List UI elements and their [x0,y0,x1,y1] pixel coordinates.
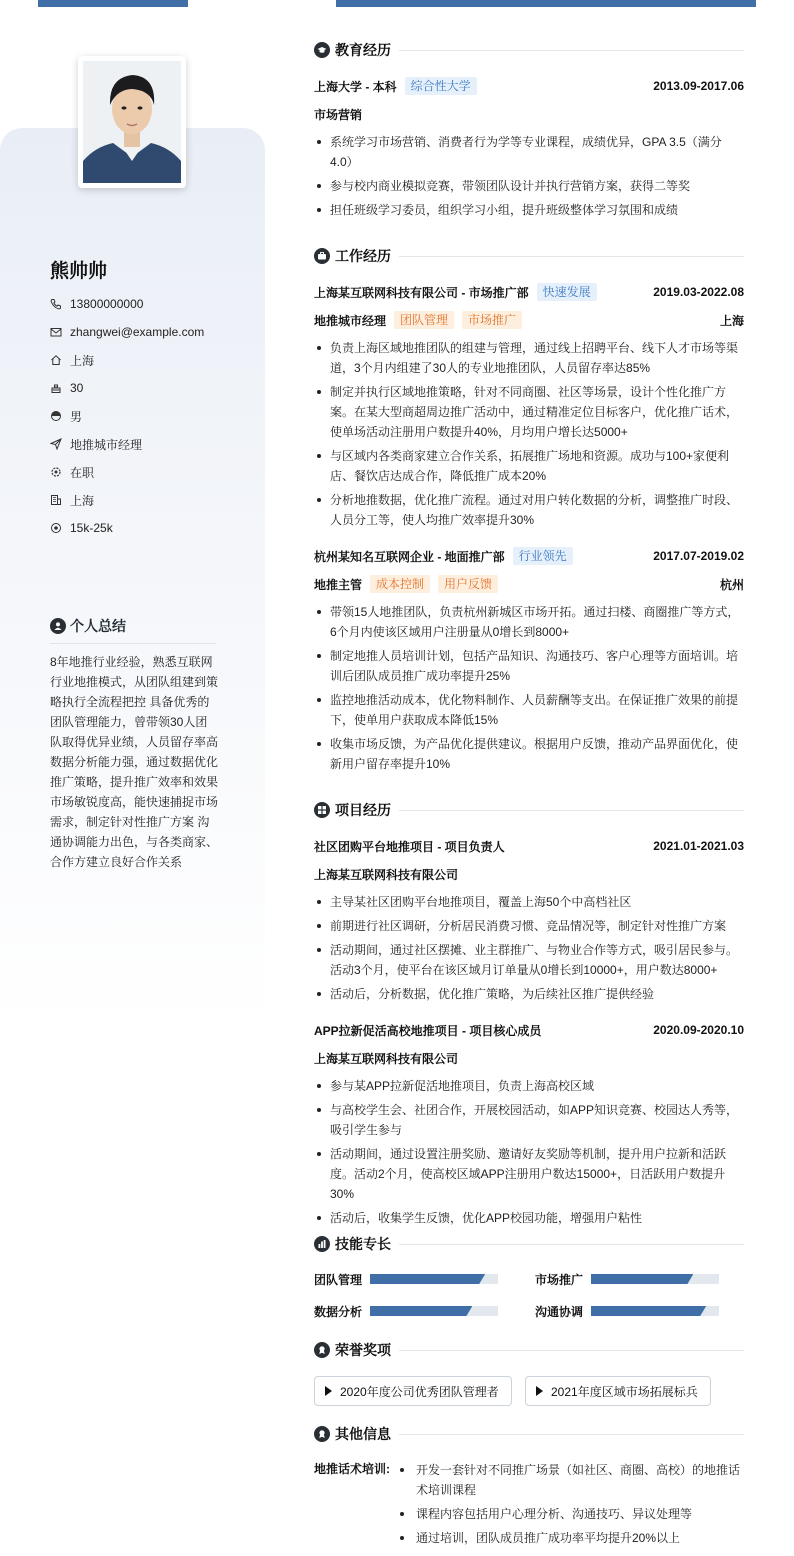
contact-email: zhangwei@example.com [50,318,250,346]
play-icon [325,1386,332,1396]
bar-chart-icon [314,1236,330,1252]
role-tag: 成本控制 [370,575,430,593]
skill-bar [591,1306,719,1316]
section-divider [399,256,744,257]
list-item: 活动后，分析数据，优化推广策略，为后续社区推广提供经验 [314,984,744,1004]
skill-item [314,1303,498,1319]
project-name: APP拉新促活高校地推项目 - 项目核心成员 [314,1023,542,1038]
list-item: 分析地推数据，优化推广流程。通过对用户转化数据的分析，调整推广时段、人员分工等，使人均推广效率提升30% [314,490,744,530]
list-item: 参与某APP拉新促活地推项目，负责上海高校区域 [314,1076,744,1096]
award-item: 2020年度公司优秀团队管理者 [314,1376,512,1406]
job-row [314,546,744,566]
project-period: 2021.01-2021.03 [653,839,744,853]
info-icon [314,1426,330,1442]
contact-location: 上海 [50,346,250,374]
skill-name: 数据分析 [314,1304,363,1319]
status-icon [50,466,62,478]
job-bullets [314,338,744,534]
list-item: 前期进行社区调研，分析居民消费习惯、竞品情况等，制定针对性推广方案 [314,916,744,936]
project-row [314,836,744,856]
company-tag: 行业领先 [513,547,573,565]
job-city: 上海 [719,313,744,328]
skill-bar-fill [370,1306,472,1316]
send-icon [50,438,62,450]
skills-heading: 技能专长 [314,1234,744,1254]
list-item: 课程内容包括用户心理分析、沟通技巧、异议处理等 [398,1504,744,1524]
list-item: 参与校内商业模拟竞赛，带领团队设计并执行营销方案，获得二等奖 [314,176,744,196]
contact-salary: 15k-25k [50,514,250,542]
list-item: 系统学习市场营销、消费者行为学等专业课程，成绩优异，GPA 3.5（满分4.0） [314,132,744,172]
work-heading: 工作经历 [314,246,744,266]
top-accent-bar-right [336,0,756,7]
skill-item [535,1303,719,1319]
job-bullets [314,602,744,778]
other-bullets [398,1460,744,1552]
education-heading: 教育经历 [314,40,744,60]
list-item: 负责上海区域地推团队的组建与管理，通过线上招聘平台、线下人才市场等渠道，3个月内组建了30人的专业地推团队，人员留存率达85% [314,338,744,378]
skill-bar-fill [591,1306,706,1316]
building-icon [50,494,62,506]
profile-photo [78,56,186,188]
project-row [314,1020,744,1040]
education-row [314,76,744,96]
list-item: 带领15人地推团队，负责杭州新城区市场开拓。通过扫楼、商圈推广等方式，6个月内使该区域用户注册量从0增长到8000+ [314,602,744,642]
grid-icon [314,802,330,818]
major: 市场营销 [314,108,363,122]
skill-bar [370,1274,498,1284]
section-divider [399,1350,744,1351]
awards-heading: 荣誉奖项 [314,1340,744,1360]
top-accent-bar-left [38,0,188,7]
job-role-row [314,574,744,594]
skill-name: 团队管理 [314,1272,363,1287]
section-divider [399,50,744,51]
section-divider [399,810,744,811]
job-company: 上海某互联网科技有限公司 - 市场推广部 [314,285,529,300]
briefcase-icon [314,248,330,264]
list-item: 通过培训，团队成员推广成功率平均提升20%以上 [398,1528,744,1548]
cake-icon [50,382,62,394]
skill-bar [370,1306,498,1316]
school-name: 上海大学 - 本科 [314,79,397,94]
job-city: 杭州 [719,577,744,592]
salary-icon [50,522,62,534]
skill-item [535,1271,719,1287]
graduation-cap-icon [314,42,330,58]
skill-name: 沟通协调 [535,1304,584,1319]
project-company: 上海某互联网科技有限公司 [314,868,459,882]
project-period: 2020.09-2020.10 [653,1023,744,1037]
project-name: 社区团购平台地推项目 - 项目负责人 [314,839,505,854]
contact-age: 30 [50,374,250,402]
list-item: 与高校学生会、社团合作，开展校园活动，如APP知识竞赛、校园达人秀等，吸引学生参与 [314,1100,744,1140]
avatar [83,61,181,183]
list-item: 担任班级学习委员，组织学习小组，提升班级整体学习氛围和成绩 [314,200,744,220]
project-bullets [314,1076,744,1232]
role-tag: 用户反馈 [438,575,498,593]
list-item: 与区域内各类商家建立合作关系，拓展推广场地和资源。成功与100+家便利店、餐饮店达成合作，降低推广成本20% [314,446,744,486]
list-item: 制定并执行区域地推策略，针对不同商圈、社区等场景，设计个性化推广方案。在某大型商超周边推广活动中，通过精准定位目标客户，优化推广话术，使单场活动注册用户数提升40%，月均用户增长达5000+ [314,382,744,442]
skill-name: 市场推广 [535,1272,584,1287]
education-bullets [314,132,744,224]
list-item: 活动后，收集学生反馈，优化APP校园功能，增强用户粘性 [314,1208,744,1228]
home-icon [50,354,62,366]
company-tag: 快速发展 [537,283,597,301]
job-role: 地推城市经理 [314,313,387,328]
project-company: 上海某互联网科技有限公司 [314,1052,459,1066]
list-item: 制定地推人员培训计划，包括产品知识、沟通技巧、客户心理等方面培训。培训后团队成员推广成功率提升25% [314,646,744,686]
school-tag: 综合性大学 [405,77,477,95]
list-item: 监控地推活动成本，优化物料制作、人员薪酬等支出。在保证推广效果的前提下，使单用户获取成本降低15% [314,690,744,730]
job-role: 地推主管 [314,577,363,592]
gender-icon [50,410,62,422]
section-divider [399,1434,744,1435]
projects-heading: 项目经历 [314,800,744,820]
contact-position: 地推城市经理 [50,430,250,458]
contact-status: 在职 [50,458,250,486]
section-divider [399,1244,744,1245]
skill-bar-fill [591,1274,693,1284]
job-row [314,282,744,302]
list-item: 收集市场反馈，为产品优化提供建议。根据用户反馈，推动产品界面优化，使新用户留存率提升10% [314,734,744,774]
summary-divider [50,643,216,644]
role-tag: 团队管理 [394,311,454,329]
skill-bar [591,1274,719,1284]
list-item: 活动期间，通过设置注册奖励、邀请好友奖励等机制，提升用户拉新和活跃度。活动2个月，使高校区域APP注册用户数达15000+，日活跃用户数提升30% [314,1144,744,1204]
list-item: 主导某社区团购平台地推项目，覆盖上海50个中高档社区 [314,892,744,912]
job-period: 2017.07-2019.02 [653,549,744,563]
award-item: 2021年度区域市场拓展标兵 [525,1376,711,1406]
user-icon [50,618,66,634]
role-tag: 市场推广 [462,311,522,329]
summary-heading: 个人总结 [50,616,126,636]
list-item: 开发一套针对不同推广场景（如社区、商圈、高校）的地推话术培训课程 [398,1460,744,1500]
contact-phone: 13800000000 [50,290,250,318]
job-company: 杭州某知名互联网企业 - 地面推广部 [314,549,505,564]
contact-target-city: 上海 [50,486,250,514]
summary-text: 8年地推行业经验，熟悉互联网行业地推模式，从团队组建到策略执行全流程把控 具备优秀的团队管理能力，曾带领30人团队取得优异业绩，人员留存率高 数据分析能力强，通过数据优化推广策略，提升推广效率和效果 市场敏锐度高，能快速捕捉市场需求，制定针对性推广方案 沟通协调能力出色，与各类商家、合作方建立良好合作关系 [50,655,219,869]
contact-list [50,290,250,542]
other-label: 地推话术培训: [314,1462,390,1476]
mail-icon [50,326,62,338]
education-period: 2013.09-2017.06 [653,79,744,93]
phone-icon [50,298,62,310]
list-item: 活动期间，通过社区摆摊、业主群推广、与物业合作等方式，吸引居民参与。活动3个月，使平台在该区域月订单量从0增长到10000+，用户数达8000+ [314,940,744,980]
award-icon [314,1342,330,1358]
other-heading: 其他信息 [314,1424,744,1444]
contact-gender: 男 [50,402,250,430]
play-icon [536,1386,543,1396]
candidate-name: 熊帅帅 [50,261,108,282]
skill-item [314,1271,498,1287]
project-bullets [314,892,744,1008]
skill-bar-fill [370,1274,485,1284]
job-period: 2019.03-2022.08 [653,285,744,299]
job-role-row [314,310,744,330]
